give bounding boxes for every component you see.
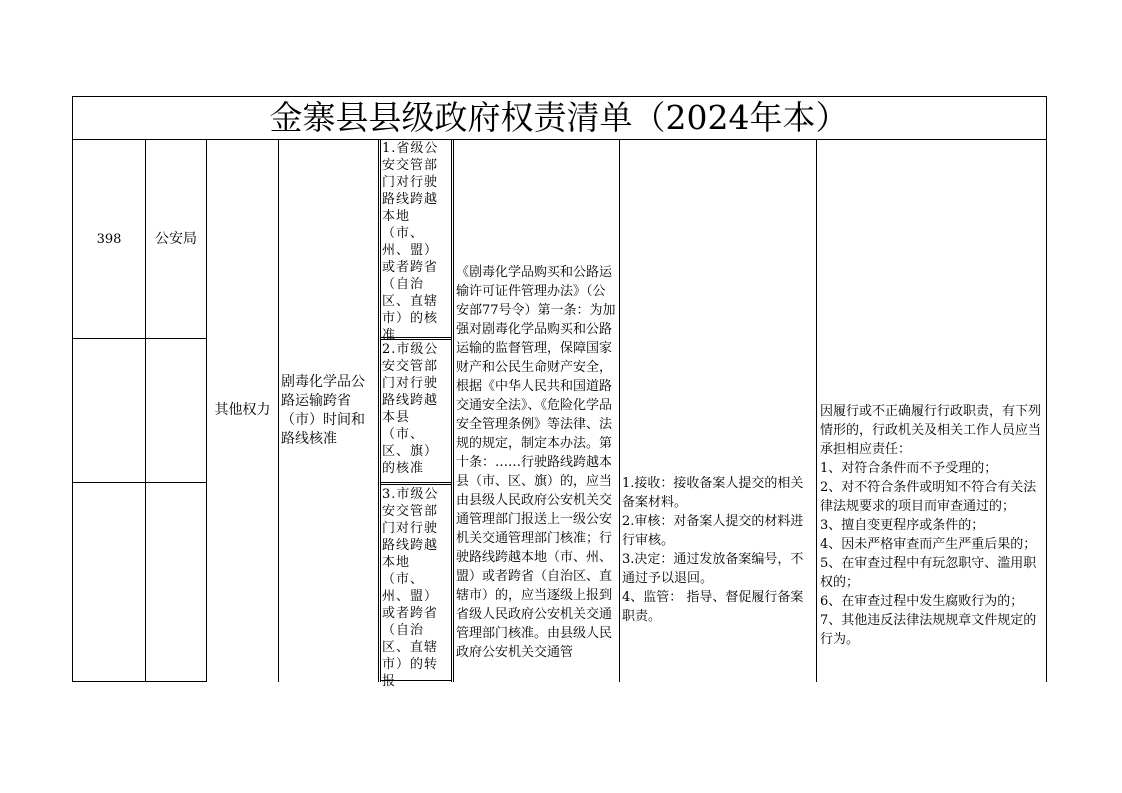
legal-basis: 《剧毒化学品购买和公路运输许可证件管理办法》（公安部77号令）第一条：为加强对剧毒化学品购买和公路运输的监督管理，保障国家财产和公民生命财产安全，根据《中华人民共和国道路交通安全法》、《危险化学品安全管理条例》等法律、法规的规定，制定本办法。第十条：……行驶路线跨越本县（市、区、旗）的，应当由县级人民政府公安机关交通管理部门报送上一级公安机关交通管理部门核准；行驶路线跨越本地（市、州、盟）或者跨省（自治区、直辖市）的，应当逐级上报到省级人民政府公安机关交通管理部门核准。由县级人民政府公安机关交通管 [456,265,616,660]
power-category: 其他权力 [214,402,271,418]
procedure: 1.接收：接收备案人提交的相关备案材料。 2.审核：对备案人提交的材料进行审核。 3.决定：通过发放备案编号，不通过予以退回。 4、监管： 指导、督促履行备案职责。 [622,476,804,624]
item-name-text: 剧毒化学品公路运输跨省（市）时间和路线核准 [281,373,365,447]
department: 公安局 [155,230,197,247]
subitem-1: 1.省级公安交管部门对行驶路线跨越本地（市、州、盟）或者跨省（自治区、直辖市）的核准 [382,141,439,343]
page-title: 金寨县县级政府权责清单（2024年本） [269,98,849,137]
subitem-2: 2.市级公安交管部门对行驶路线跨越本县（市、区、旗）的核准 [382,342,439,476]
liability: 因履行或不正确履行行政职责，有下列情形的，行政机关及相关工作人员应当承担相应责任： 1、对符合条件而不予受理的； 2、对不符合条件或明知不符合有关法律法规要求的项目而审查通过的； 3、擅自变更程序或条件的； 4、因未严格审查而产生严重后果的； 5、在审查过程中有玩忽职守、滥用职权的； 6、在审查过程中发生腐败行为的； 7、其他违反法律法规规章文件规定的行为。 [820,404,1042,647]
row-number: 398 [96,231,122,247]
item-name [281,140,376,681]
subitem-3: 3.市级公安交管部门对行驶路线跨越本地（市、州、盟）或者跨省（自治区、直辖市）的转报 [382,487,439,689]
